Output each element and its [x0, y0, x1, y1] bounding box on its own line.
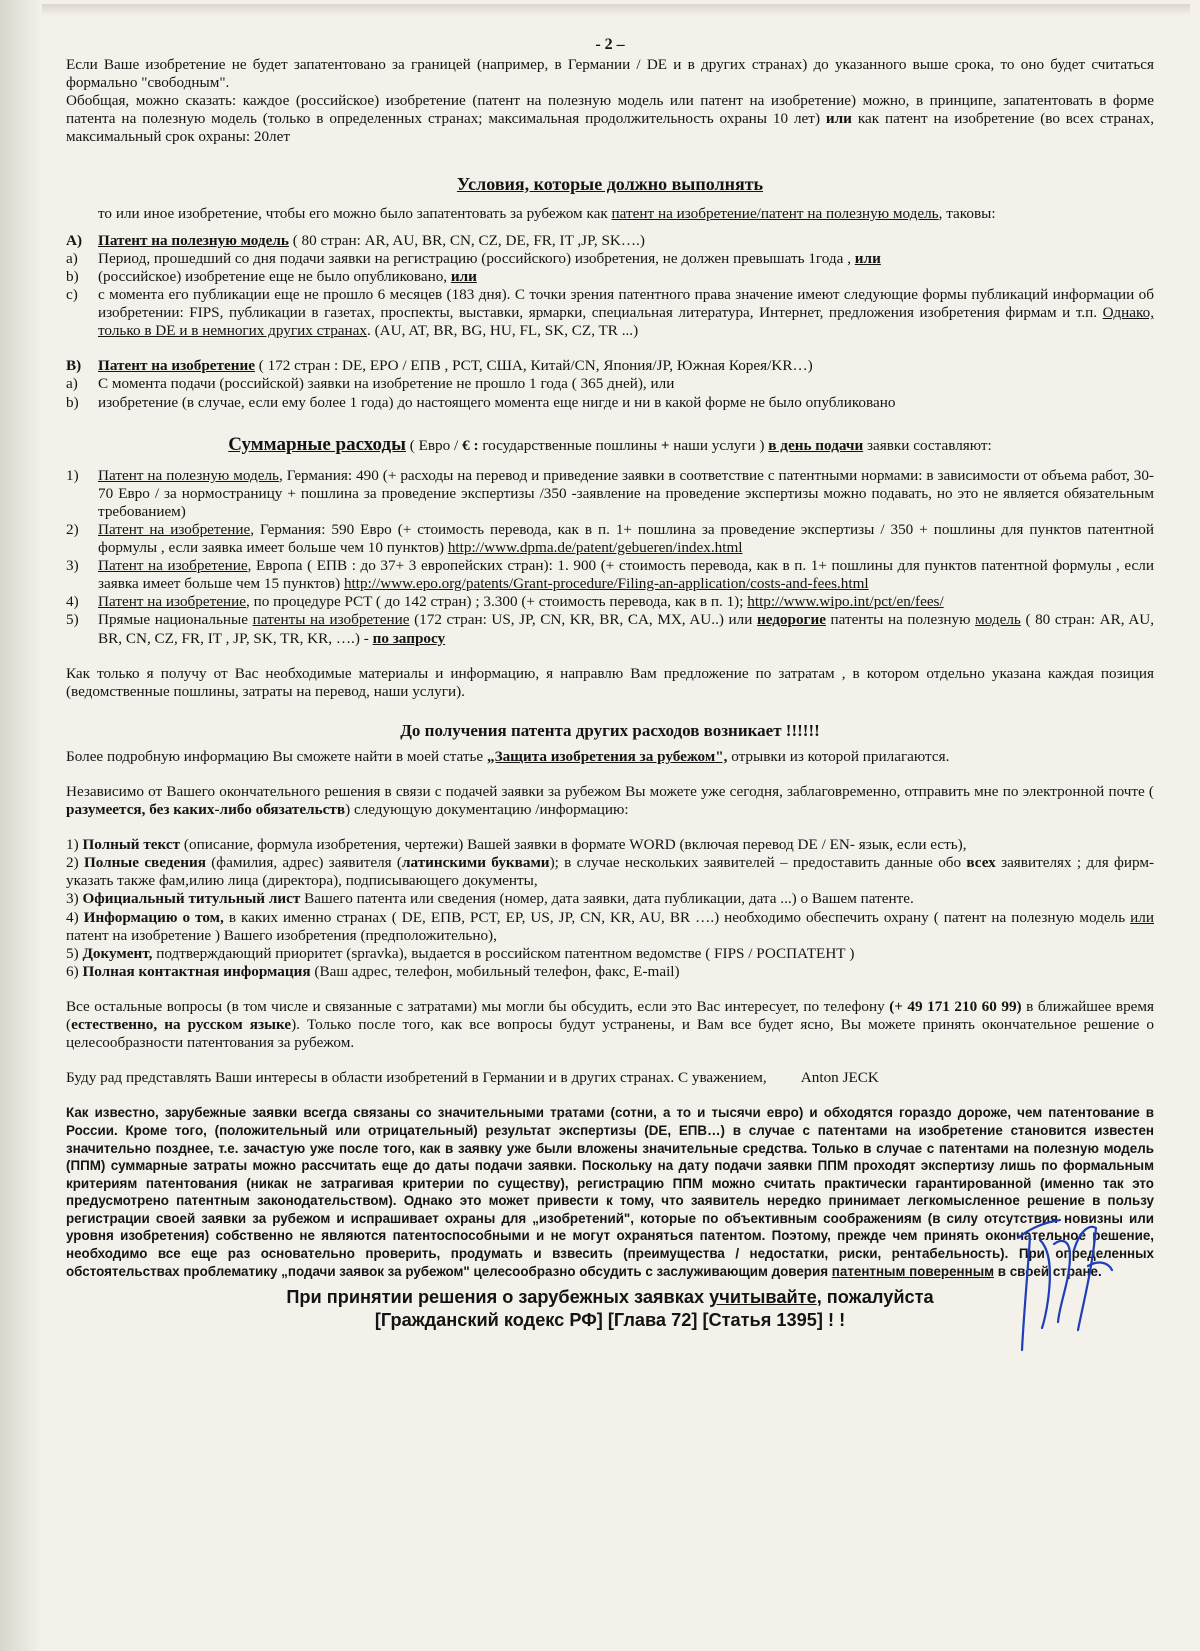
- cost-item-5: 5) Прямые национальные патенты на изобретение (172 стран: US, JP, CN, KR, BR, CA, MX, AU..) или недорогие патенты на полезную модель ( 80 стран: AR, AU, BR, CN, CZ, FR, IT , JP, SK, TR, KR, ….) - по запросу: [66, 611, 1155, 647]
- dpma-link[interactable]: http://www.dpma.de/patent/gebueren/index.html: [447, 539, 743, 557]
- condition-a-b: b) (российское) изобретение еще не было опубликовано, или: [66, 267, 477, 285]
- doc-item-1: 1) Полный текст (описание, формула изобретения, чертежи) Вашей заявки в формате WORD (включая перевод DE / EN- язык, если есть),: [66, 836, 967, 854]
- cost-item-2: 2) Патент на изобретение, Германия: 590 Евро (+ стоимость перевода, как в п. 1+ пошлина за проведение экспертизы / 350 + пошлины для пунктов патентной формулы , если заявка имеет больше чем 10 пунктов) http://www.dpma.de/patent/gebueren/index.html: [66, 520, 1154, 557]
- signature-image: [1000, 1210, 1120, 1360]
- phone-paragraph: Все остальные вопросы (в том числе и связанные с затратами) мы могли бы обсудить, если это Вас интересует, по телефону (+ 49 171 210 60 99) в ближайшее время (естественно, на русском языке). Только после того, как все вопросы будут устранены, и Вам все будет ясно, Вы можете принять окончательное решение о целесообразности патентования за рубежом.: [66, 997, 1155, 1052]
- conditions-lead: то или иное изобретение, чтобы его можно было запатентовать за рубежом как патент на изобретение/патент на полезную модель, таковы:: [98, 204, 996, 222]
- closing-line: Буду рад представлять Ваши интересы в области изобретений в Германии и в других странах. С уважением, Anton JECK: [66, 1069, 879, 1087]
- condition-a-title: А) Патент на полезную модель ( 80 стран: AR, AU, BR, CN, CZ, DE, FR, IT ,JP, SK….): [66, 231, 645, 249]
- doc-item-4: 4) Информацию о том, в каких именно странах ( DE, ЕПВ, PCT, EP, US, JP, CN, KR, AU, BR ….) необходимо обеспечить охрану ( патент на полезную модель или патент на изобретение ) Вашего изобретения (предположительно),: [66, 908, 1155, 944]
- intro-paragraph-2: Обобщая, можно сказать: каждое (российское) изобретение (патент на полезную модель или патент на изобретение) можно, в принципе, запатентовать в форме патента на полезную модель (только в определенных странах; максимальная продолжительность охраны 10 лет) или как патент на изобретение (во всех странах, максимальный срок охраны: 20лет: [66, 92, 1154, 146]
- condition-a-a: a) Период, прошедший со дня подачи заявки на регистрацию (российского) изобретения, не должен превышать 1года , или: [66, 249, 881, 267]
- final-note: При принятии решения о зарубежных заявках учитывайте, пожалуйста [Гражданский кодекс РФ] [Глава 72] [Статья 1395] ! !: [286, 1287, 934, 1331]
- article-paragraph: Более подробную информацию Вы сможете найти в моей статье „Защита изобретения за рубежом", отрывки из которой прилагаются.: [66, 747, 950, 765]
- doc-item-3: 3) Официальный титульный лист Вашего патента или сведения (номер, дата заявки, дата публикации, дата ...) о Вашем патенте.: [66, 890, 914, 908]
- cost-item-3: 3) Патент на изобретение, Европа ( ЕПВ : до 37+ 3 европейских стран): 1. 900 (+ стоимость перевода, как в п. 1+ пошлины для пунктов патентной формулы , если заявка имеет больше чем 15 пунктов) http://www.epo.org/patents/Grant-procedure/Filing-an-application/costs-and-fees.html: [66, 557, 1154, 593]
- phone-number: (+ 49 171 210 60 99): [889, 997, 1022, 1015]
- author-name: Anton JECK: [800, 1069, 879, 1087]
- cost-item-1: 1) Патент на полезную модель, Германия: 490 (+ расходы на перевод и приведение заявки в соответствие с патентными нормами: в зависимости от объема работ, 30-70 Евро / за нормостраницу + пошлина за проведение экспертизы /350 -заявление на проведение экспертизы можно подавать, но это не является обязательным требованием): [66, 466, 1154, 520]
- wipo-link[interactable]: http://www.wipo.int/pct/en/fees/: [747, 593, 944, 611]
- condition-a-c: c) с момента его публикации еще не прошло 6 месяцев (183 дня). С точки зрения патентного права значение имеют следующие формы публикаций информации об изобретении: FIPS, публикации в газетах, проспекты, выставки, ярмарки, специальная литература, Интернет, предложения изобретения фирмам и т.п. Однако, только в DE и в немногих других странах. (AU, AT, BR, BG, HU, FL, SK, CZ, TR ...): [66, 286, 1154, 340]
- cost-item-4: 4) Патент на изобретение, по процедуре PCT ( до 142 стран) ; 3.300 (+ стоимость перевода, как в п. 1); http://www.wipo.int/pct/en/fees/: [66, 593, 944, 611]
- doc-item-6: 6) Полная контактная информация (Ваш адрес, телефон, мобильный телефон, факс, E-mail): [66, 962, 680, 980]
- epo-link[interactable]: http://www.epo.org/patents/Grant-procedure/Filing-an-application/costs-and-fees.html: [343, 575, 869, 593]
- conditions-heading: Условия, которые должно выполнять: [456, 173, 764, 194]
- costs-heading: Суммарные расходы ( Евро / € : государственные пошлины + наши услуги ) в день подачи заявки составляют:: [228, 433, 992, 455]
- condition-b-b: b) изобретение (в случае, если ему более 1 года) до настоящего момента еще нигде и ни в какой форме не было опубликовано: [66, 393, 896, 411]
- condition-b-a: a) С момента подачи (российской) заявки на изобретение не прошло 1 года ( 365 дней), или: [66, 375, 675, 393]
- doc-item-5: 5) Документ, подтверждающий приоритет (spravka), выдается в российском патентном ведомстве ( FIPS / РОСПАТЕНТ ): [66, 944, 855, 962]
- page-number: - 2 –: [595, 36, 625, 53]
- notice-paragraph: Как известно, зарубежные заявки всегда связаны со значительными тратами (сотни, а то и тысячи евро) и обходятся гораздо дороже, чем патентование в России. Кроме того, (положительный или отрицательный) результат экспертизы (DE, ЕПВ…) в случае с патентами на изобретение становится известен значительно позднее, т.е. зачастую уже после того, как в заявку уже были вложены значительные средства. Только в случае с патентами на полезную модель (ППМ) суммарные затраты можно рассчитать еще до даты подачи заявки. Поскольку на дату подачи заявки ППМ проходят экспертизу лишь по формальным критериям патентования (никак не затрагивая критерии по существу), регистрацию ППМ можно считать практически гарантированной (именно так это предусмотрено патентным законодательством). Однако это может привести к тому, что заявитель нередко принимает легкомысленное решение в пользу регистрации своей заявки за рубежом и испрашивает охраны для „изобретений", которые по объективным соображениям (в силу отсутствия новизны или уровня изобретения) собственно не являются патентоспособными и не могут охраняться патентом. Поэтому, прежде чем принять окончательное решение, необходимо все еще раз основательно проверить, продумать и взвесить (преимущества / недостатки, риски, рентабельность). При определенных обстоятельствах проблематику „подачи заявок за рубежом" целесообразно обсудить с заслуживающим доверия патентным поверенным в своей стране.: [66, 1105, 1154, 1279]
- intro-paragraph-1: Если Ваше изобретение не будет запатентовано за границей (например, в Германии / DE и в других странах) до указанного выше срока, то оно будет считаться формально "свободным".: [66, 56, 1154, 92]
- docs-intro: Независимо от Вашего окончательного решения в связи с подачей заявки за рубежом Вы можете уже сегодня, заблаговременно, отправить мне по электронной почте ( разумеется, без каких-либо обязательств) следующую документацию /информацию:: [66, 783, 1154, 819]
- doc-item-2: 2) Полные сведения (фамилия, адрес) заявителя (латинскими буквами); в случае нескольких заявителей – предоставить данные обо всех заявителях ; для фирм- указать также фам,илию лица (директора), подписывающего документы,: [66, 854, 1155, 890]
- condition-b-title: B) Патент на изобретение ( 172 стран : DE, EPO / ЕПВ , PCT, США, Китай/CN, Япония/JP, Южная Корея/KR…): [66, 357, 813, 375]
- no-other-costs: До получения патента других расходов возникает !!!!!!: [400, 720, 820, 740]
- offer-paragraph: Как только я получу от Вас необходимые материалы и информацию, я направлю Вам предложение по затратам , в котором отдельно указана каждая позиция (ведомственные пошлины, затраты на перевод, наши услуги).: [66, 664, 1154, 700]
